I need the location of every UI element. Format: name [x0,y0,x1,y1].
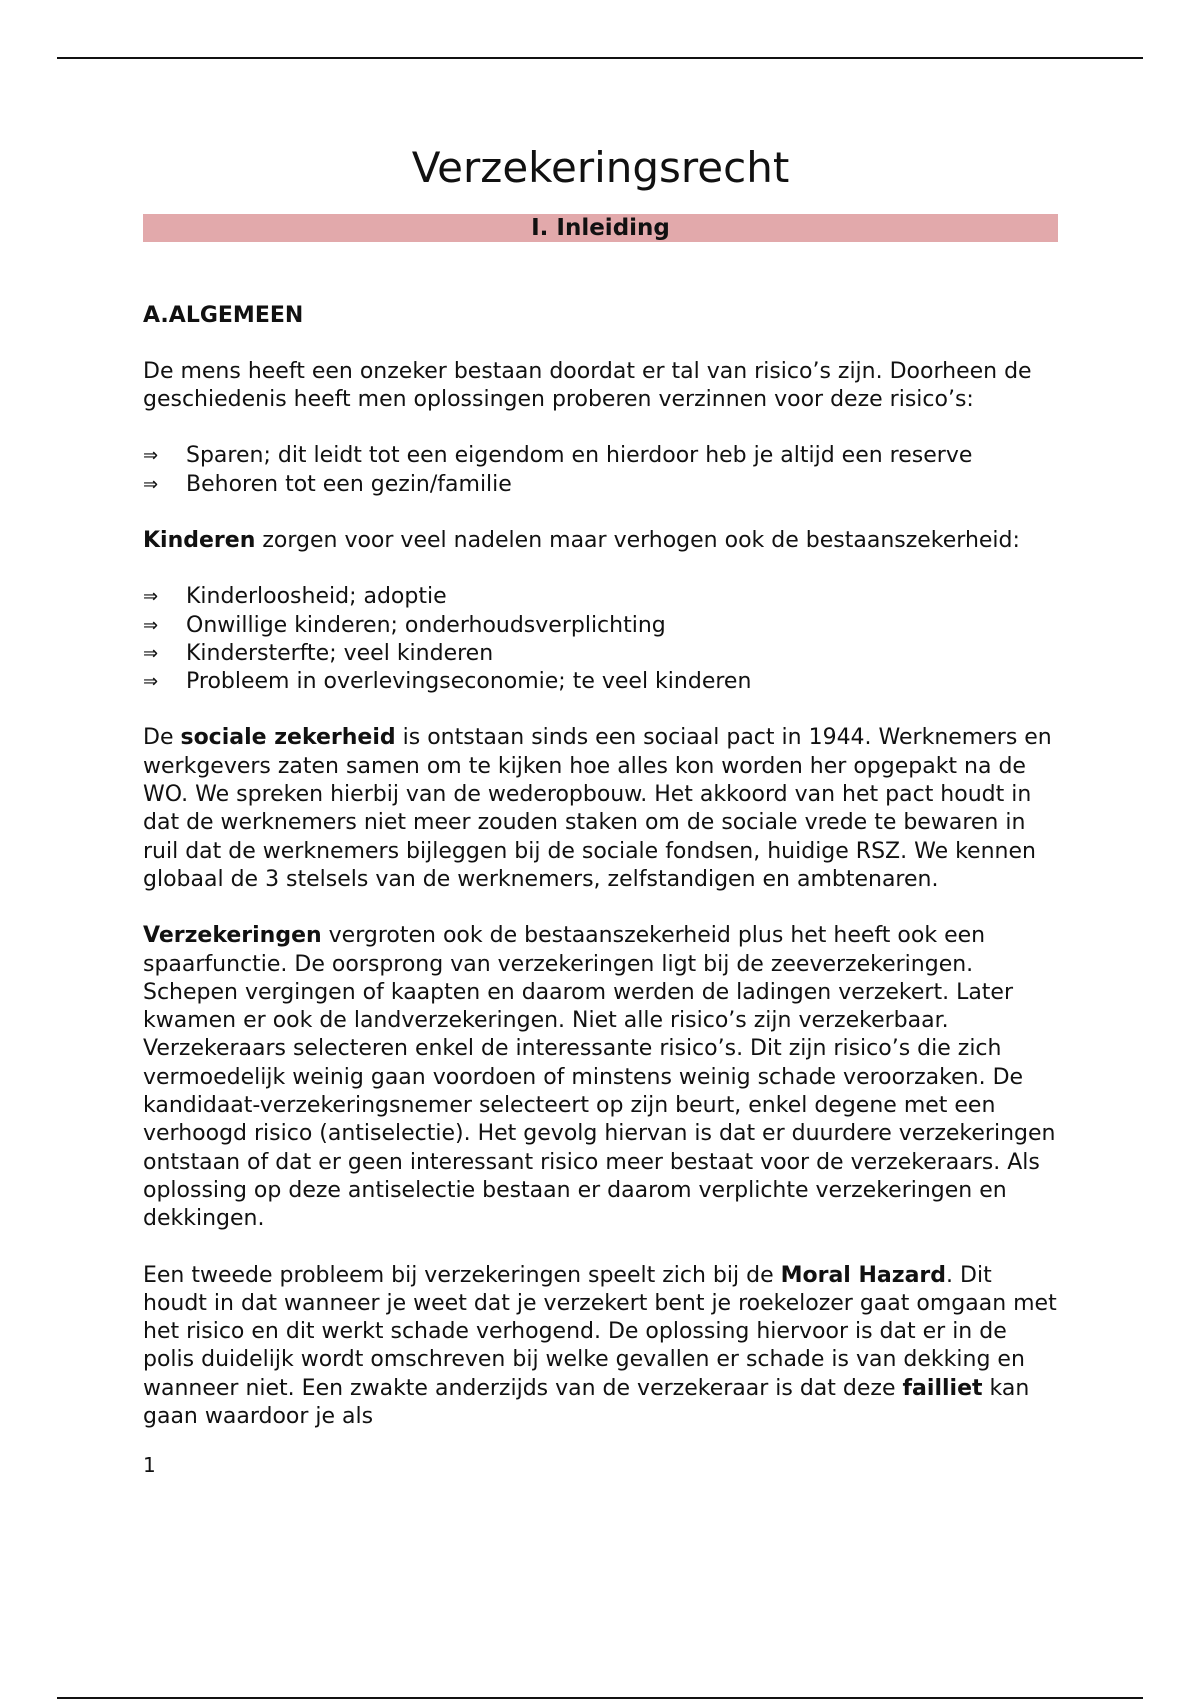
document-page [143,120,1058,1477]
list-item: ⇒ Kinderloosheid; adoptie [143,583,1058,611]
kinderen-paragraph: Kinderen zorgen voor veel nadelen maar verhogen ook de bestaanszekerheid: [143,527,1020,553]
verzekeringen-paragraph: Verzekeringen vergroten ook de bestaanszekerheid plus het heeft ook een spaarfunctie. De oorsprong van verzekeringen ligt bij de zeeverzekeringen. Schepen vergingen of kaapten en daarom werden de ladingen verzekert. Later kwamen er ook de landverzekeringen. Niet alle risico’s zijn verzekerbaar. Verzekeraars selecteren enkel de interessante risico’s. Dit zijn risico’s die zich vermoedelijk weinig gaan voordoen of minstens weinig schade veroorzaken. De kandidaat-verzekeringsnemer selecteert op zijn beurt, enkel degene met een verhoogd risico (antiselectie). Het gevolg hiervan is dat er duurdere verzekeringen ontstaan of dat er geen interessant risico meer bestaat voor de verzekeraars. Als oplossing op deze antiselectie bestaan er daarom verplichte verzekeringen en dekkingen. [143,923,1056,1232]
list-item: ⇒ Onwillige kinderen; onderhoudsverplichting [143,612,1058,640]
children-list [143,583,1058,696]
list-item: ⇒ Kindersterfte; veel kinderen [143,640,1058,668]
list-item: ⇒ Behoren tot een gezin/familie [143,471,1058,499]
bold-term: sociale zekerheid [180,725,396,751]
bold-term: failliet [902,1375,983,1401]
arrow-icon: ⇒ [143,586,159,608]
bold-term: Moral Hazard [780,1262,947,1288]
bold-term: Kinderen [143,527,256,553]
subheading: A.ALGEMEEN [143,302,304,328]
arrow-icon: ⇒ [143,642,159,664]
bottom-rule [57,1697,1143,1699]
arrow-icon: ⇒ [143,445,159,467]
list-item: ⇒ Sparen; dit leidt tot een eigendom en hierdoor heb je altijd een reserve [143,442,1058,470]
page-number: 1 [143,1453,156,1478]
bold-term: Verzekeringen [143,923,322,949]
sociale-zekerheid-paragraph: De sociale zekerheid is ontstaan sinds een sociaal pact in 1944. Werknemers en werkgevers zaten samen om te kijken hoe alles kon worden her opgepakt na de WO. We spreken hierbij van de wederopbouw. Het akkoord van het pact houdt in dat de werknemers niet meer zouden staken om de sociale vrede te bewaren in ruil dat de werknemers bijleggen bij de sociale fondsen, huidige RSZ. We kennen globaal de 3 stelsels van de werknemers, zelfstandigen en ambtenaren. [143,725,1052,892]
savings-list [143,442,1058,499]
document-title: Verzekeringsrecht [411,143,790,192]
intro-paragraph: De mens heeft een onzeker bestaan doordat er tal van risico’s zijn. Doorheen de geschiedenis heeft men oplossingen proberen verzinnen voor deze risico’s: [143,358,1032,413]
list-item: ⇒ Probleem in overlevingseconomie; te veel kinderen [143,668,1058,696]
arrow-icon: ⇒ [143,614,159,636]
arrow-icon: ⇒ [143,473,159,495]
section-heading-bar: I. Inleiding [143,214,1058,242]
moral-hazard-paragraph: Een tweede probleem bij verzekeringen speelt zich bij de Moral Hazard. Dit houdt in dat wanneer je weet dat je verzekert bent je roekelozer gaat omgaan met het risico en dit werkt schade verhogend. De oplossing hiervoor is dat er in de polis duidelijk wordt omschreven bij welke gevallen er schade is van dekking en wanneer niet. Een zwakte anderzijds van de verzekeraar is dat deze failliet kan gaan waardoor je als [143,1262,1057,1429]
top-rule [57,57,1143,59]
arrow-icon: ⇒ [143,671,159,693]
